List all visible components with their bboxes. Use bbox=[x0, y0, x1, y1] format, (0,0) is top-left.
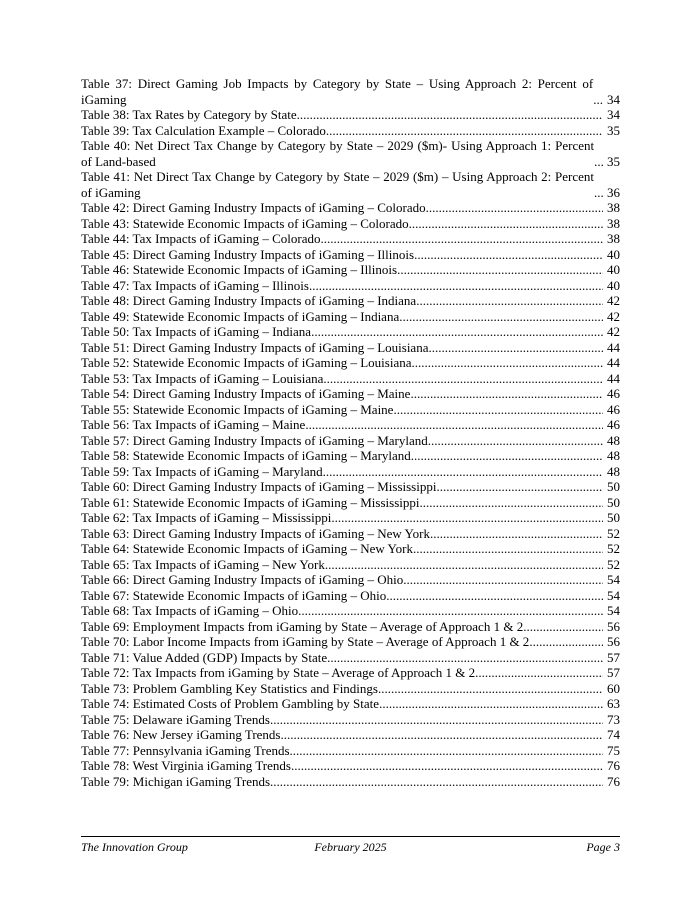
toc-entry bbox=[81, 216, 620, 232]
toc-entry bbox=[81, 743, 620, 759]
toc-entry-page: 54 bbox=[607, 572, 620, 587]
toc-dot-leader bbox=[436, 479, 603, 495]
toc-dot-leader bbox=[298, 603, 603, 619]
toc-entry-label: Table 55: Statewide Economic Impacts of iGaming – Maine bbox=[81, 401, 394, 417]
toc-entry-label: Table 38: Tax Rates by Category by State bbox=[81, 107, 297, 122]
toc-dot-leader bbox=[309, 278, 603, 294]
toc-dot-leader bbox=[409, 216, 603, 232]
toc-entry bbox=[81, 355, 620, 371]
toc-entry bbox=[81, 107, 620, 123]
toc-entry-page: 60 bbox=[607, 680, 620, 696]
toc-entry-page: 40 bbox=[607, 246, 620, 262]
toc-entry-page: 52 bbox=[607, 541, 620, 556]
toc-entry bbox=[81, 293, 620, 309]
toc-dot-leader bbox=[320, 231, 603, 247]
toc-entry-label: Table 51: Direct Gaming Industry Impacts of iGaming – Louisiana bbox=[81, 339, 429, 355]
toc-entry-page: 38 bbox=[607, 200, 620, 215]
toc-entry bbox=[81, 200, 620, 216]
toc-entry-page: 56 bbox=[607, 618, 620, 634]
toc-entry-label: Table 65: Tax Impacts of iGaming – New York bbox=[81, 556, 325, 572]
toc-entry-label: Table 56: Tax Impacts of iGaming – Maine bbox=[81, 417, 306, 432]
toc-dot-leader bbox=[297, 107, 603, 123]
toc-entry bbox=[81, 247, 620, 263]
toc-entry-label: Table 46: Statewide Economic Impacts of iGaming – Illinois bbox=[81, 262, 398, 277]
toc-entry-page: 46 bbox=[607, 401, 620, 417]
toc-entry bbox=[81, 572, 620, 588]
toc-entry-page: 50 bbox=[607, 494, 620, 510]
toc-dot-leader bbox=[411, 448, 603, 464]
toc-entry bbox=[81, 324, 620, 340]
toc-dot-leader bbox=[331, 510, 603, 526]
toc-dot-leader bbox=[323, 464, 603, 480]
toc-entry-page: 42 bbox=[607, 324, 620, 339]
toc-entry-page: 76 bbox=[607, 773, 620, 789]
toc-entry-label: Table 77: Pennsylvania iGaming Trends bbox=[81, 742, 290, 758]
toc-dot-leader bbox=[291, 758, 603, 774]
toc-entry-page: 54 bbox=[607, 603, 620, 618]
toc-entry-label: Table 62: Tax Impacts of iGaming – Mississippi bbox=[81, 510, 332, 525]
toc-entry-label: Table 76: New Jersey iGaming Trends bbox=[81, 727, 281, 742]
toc-dot-leader bbox=[412, 355, 603, 371]
toc-dot-leader bbox=[475, 665, 603, 681]
toc-entry bbox=[81, 665, 620, 681]
toc-entry-page: 56 bbox=[607, 634, 620, 649]
toc-dot-leader bbox=[325, 557, 603, 573]
toc-entry-label: Table 75: Delaware iGaming Trends bbox=[81, 711, 270, 727]
toc-dot-leader bbox=[593, 92, 603, 108]
toc-entry bbox=[81, 138, 620, 169]
toc-entry-page: 63 bbox=[607, 696, 620, 711]
toc-entry-label: Table 74: Estimated Costs of Problem Gambling by State bbox=[81, 696, 380, 711]
toc-entry-label: Table 61: Statewide Economic Impacts of iGaming – Mississippi bbox=[81, 494, 420, 510]
toc-entry bbox=[81, 541, 620, 557]
toc-dot-leader bbox=[426, 200, 603, 216]
footer-company: The Innovation Group bbox=[81, 840, 188, 854]
toc-entry-label: Table 72: Tax Impacts from iGaming by State – Average of Approach 1 & 2 bbox=[81, 665, 476, 680]
toc-entry-label: Table 58: Statewide Economic Impacts of iGaming – Maryland bbox=[81, 448, 411, 463]
toc-dot-leader bbox=[399, 309, 603, 325]
toc-entry bbox=[81, 588, 620, 604]
toc-dot-leader bbox=[419, 495, 603, 511]
toc-entry-page: 44 bbox=[607, 339, 620, 355]
toc-entry-page: 48 bbox=[607, 463, 620, 479]
toc-entry-page: 48 bbox=[607, 432, 620, 448]
toc-entry-page: 34 bbox=[607, 91, 620, 107]
toc-entry bbox=[81, 557, 620, 573]
toc-dot-leader bbox=[428, 340, 603, 356]
toc-entry bbox=[81, 417, 620, 433]
toc-entry-label: Table 68: Tax Impacts of iGaming – Ohio bbox=[81, 603, 299, 618]
toc-entry bbox=[81, 169, 620, 200]
toc-entry-page: 50 bbox=[607, 510, 620, 525]
toc-entry bbox=[81, 603, 620, 619]
toc-entry bbox=[81, 448, 620, 464]
toc-entry-page: 38 bbox=[607, 215, 620, 231]
toc-entry-page: 52 bbox=[607, 525, 620, 541]
toc-entry-label: Table 37: Direct Gaming Job Impacts by Category by State – Using Approach 2: Percent of iGaming bbox=[81, 76, 594, 107]
toc-entry bbox=[81, 262, 620, 278]
toc-entry-page: 44 bbox=[607, 355, 620, 370]
toc-entry-page: 48 bbox=[607, 448, 620, 463]
toc-entry bbox=[81, 123, 620, 139]
toc-entry-label: Table 40: Net Direct Tax Change by Category by State – 2029 ($m)- Using Approach 1: Percent of Land-based bbox=[81, 138, 595, 169]
toc-dot-leader bbox=[414, 247, 603, 263]
toc-dot-leader bbox=[397, 262, 603, 278]
toc-entry-label: Table 53: Tax Impacts of iGaming – Louisiana bbox=[81, 370, 324, 386]
toc-entry-label: Table 47: Tax Impacts of iGaming – Illinois bbox=[81, 277, 309, 293]
toc-entry-page: 35 bbox=[607, 122, 620, 138]
toc-entry-label: Table 45: Direct Gaming Industry Impacts of iGaming – Illinois bbox=[81, 246, 415, 262]
toc-entry-label: Table 43: Statewide Economic Impacts of iGaming – Colorado bbox=[81, 215, 409, 231]
toc-dot-leader bbox=[403, 572, 603, 588]
toc-entry-label: Table 64: Statewide Economic Impacts of iGaming – New York bbox=[81, 541, 413, 556]
footer-date: February 2025 bbox=[314, 840, 387, 854]
toc-entry-label: Table 57: Direct Gaming Industry Impacts of iGaming – Maryland bbox=[81, 432, 428, 448]
toc-dot-leader bbox=[305, 417, 603, 433]
toc-entry bbox=[81, 76, 620, 107]
toc-entry-page: 57 bbox=[607, 649, 620, 665]
toc-entry bbox=[81, 634, 620, 650]
toc-entry-label: Table 50: Tax Impacts of iGaming – Indiana bbox=[81, 324, 312, 339]
toc-entry bbox=[81, 510, 620, 526]
toc-entry bbox=[81, 727, 620, 743]
toc-dot-leader bbox=[327, 650, 603, 666]
toc-entry-page: 75 bbox=[607, 742, 620, 758]
toc-dot-leader bbox=[594, 154, 603, 170]
toc-entry-page: 40 bbox=[607, 277, 620, 293]
toc-dot-leader bbox=[413, 541, 603, 557]
toc-entry-page: 74 bbox=[607, 727, 620, 742]
toc-entry-label: Table 54: Direct Gaming Industry Impacts of iGaming – Maine bbox=[81, 386, 411, 401]
toc-entry-label: Table 49: Statewide Economic Impacts of iGaming – Indiana bbox=[81, 308, 400, 324]
toc-dot-leader bbox=[386, 588, 603, 604]
toc-entry bbox=[81, 340, 620, 356]
toc-entry bbox=[81, 278, 620, 294]
toc-entry bbox=[81, 650, 620, 666]
toc-entry bbox=[81, 386, 620, 402]
toc-entry-page: 38 bbox=[607, 231, 620, 246]
toc-entry bbox=[81, 371, 620, 387]
toc-entry-label: Table 69: Employment Impacts from iGaming by State – Average of Approach 1 & 2 bbox=[81, 618, 524, 634]
toc-dot-leader bbox=[410, 386, 603, 402]
toc-entry-page: 50 bbox=[607, 479, 620, 494]
toc-entry-label: Table 71: Value Added (GDP) Impacts by State bbox=[81, 649, 328, 665]
toc-dot-leader bbox=[594, 185, 603, 201]
toc-entry-label: Table 67: Statewide Economic Impacts of iGaming – Ohio bbox=[81, 587, 387, 603]
toc-dot-leader bbox=[311, 324, 603, 340]
toc-entry-page: 42 bbox=[607, 293, 620, 308]
toc-entry-page: 46 bbox=[607, 417, 620, 432]
toc-dot-leader bbox=[270, 712, 603, 728]
toc-entry-label: Table 48: Direct Gaming Industry Impacts of iGaming – Indiana bbox=[81, 293, 417, 308]
toc-entry bbox=[81, 309, 620, 325]
toc-dot-leader bbox=[393, 402, 603, 418]
toc-dot-leader bbox=[326, 123, 603, 139]
toc-entry-page: 42 bbox=[607, 308, 620, 324]
toc-entry-page: 52 bbox=[607, 556, 620, 572]
toc-entry-label: Table 63: Direct Gaming Industry Impacts of iGaming – New York bbox=[81, 525, 430, 541]
toc-entry-page: 44 bbox=[607, 370, 620, 386]
toc-dot-leader bbox=[529, 634, 603, 650]
toc-entry bbox=[81, 696, 620, 712]
toc-entry-label: Table 39: Tax Calculation Example – Colorado bbox=[81, 122, 326, 138]
toc-entry-label: Table 66: Direct Gaming Industry Impacts of iGaming – Ohio bbox=[81, 572, 404, 587]
toc-dot-leader bbox=[378, 681, 603, 697]
toc-entry bbox=[81, 231, 620, 247]
toc-entry-page: 54 bbox=[607, 587, 620, 603]
toc-entry-label: Table 73: Problem Gambling Key Statistics and Findings bbox=[81, 680, 378, 696]
toc-entry-page: 76 bbox=[607, 758, 620, 773]
toc-entry-page: 35 bbox=[607, 153, 620, 169]
toc-dot-leader bbox=[290, 743, 603, 759]
toc-entry bbox=[81, 433, 620, 449]
toc-dot-leader bbox=[523, 619, 603, 635]
toc-entry-label: Table 79: Michigan iGaming Trends bbox=[81, 773, 271, 789]
toc-entry bbox=[81, 526, 620, 542]
toc-entry-page: 57 bbox=[607, 665, 620, 680]
toc-entry bbox=[81, 681, 620, 697]
toc-dot-leader bbox=[416, 293, 603, 309]
toc-dot-leader bbox=[379, 696, 603, 712]
page-footer bbox=[81, 836, 620, 854]
footer-page-number: Page 3 bbox=[586, 840, 620, 854]
toc-entry-page: 46 bbox=[607, 386, 620, 401]
toc-entry-page: 73 bbox=[607, 711, 620, 727]
toc-entry-page: 34 bbox=[607, 107, 620, 122]
toc-entry-label: Table 52: Statewide Economic Impacts of iGaming – Louisiana bbox=[81, 355, 412, 370]
toc-entry-page: 40 bbox=[607, 262, 620, 277]
toc-entry bbox=[81, 402, 620, 418]
toc-entry-label: Table 78: West Virginia iGaming Trends bbox=[81, 758, 291, 773]
toc-entry-label: Table 70: Labor Income Impacts from iGaming by State – Average of Approach 1 & 2 bbox=[81, 634, 530, 649]
toc-dot-leader bbox=[323, 371, 603, 387]
toc-entry bbox=[81, 712, 620, 728]
toc-dot-leader bbox=[430, 526, 603, 542]
toc-entry bbox=[81, 619, 620, 635]
toc-entry-label: Table 42: Direct Gaming Industry Impacts of iGaming – Colorado bbox=[81, 200, 426, 215]
toc-entry bbox=[81, 479, 620, 495]
toc-entry bbox=[81, 758, 620, 774]
toc-entry bbox=[81, 774, 620, 790]
toc-entry-page: 36 bbox=[607, 184, 620, 200]
toc-entry bbox=[81, 464, 620, 480]
toc-dot-leader bbox=[428, 433, 603, 449]
toc-entry bbox=[81, 495, 620, 511]
toc-entry-label: Table 59: Tax Impacts of iGaming – Maryland bbox=[81, 463, 323, 479]
toc-entry-label: Table 44: Tax Impacts of iGaming – Colorado bbox=[81, 231, 321, 246]
toc-dot-leader bbox=[280, 727, 603, 743]
toc-dot-leader bbox=[270, 774, 603, 790]
toc-entry-label: Table 60: Direct Gaming Industry Impacts of iGaming – Mississippi bbox=[81, 479, 437, 494]
toc-entry-label: Table 41: Net Direct Tax Change by Category by State – 2029 ($m) – Using Approach 2: Percent of iGaming bbox=[81, 169, 594, 200]
toc-list bbox=[81, 76, 620, 789]
